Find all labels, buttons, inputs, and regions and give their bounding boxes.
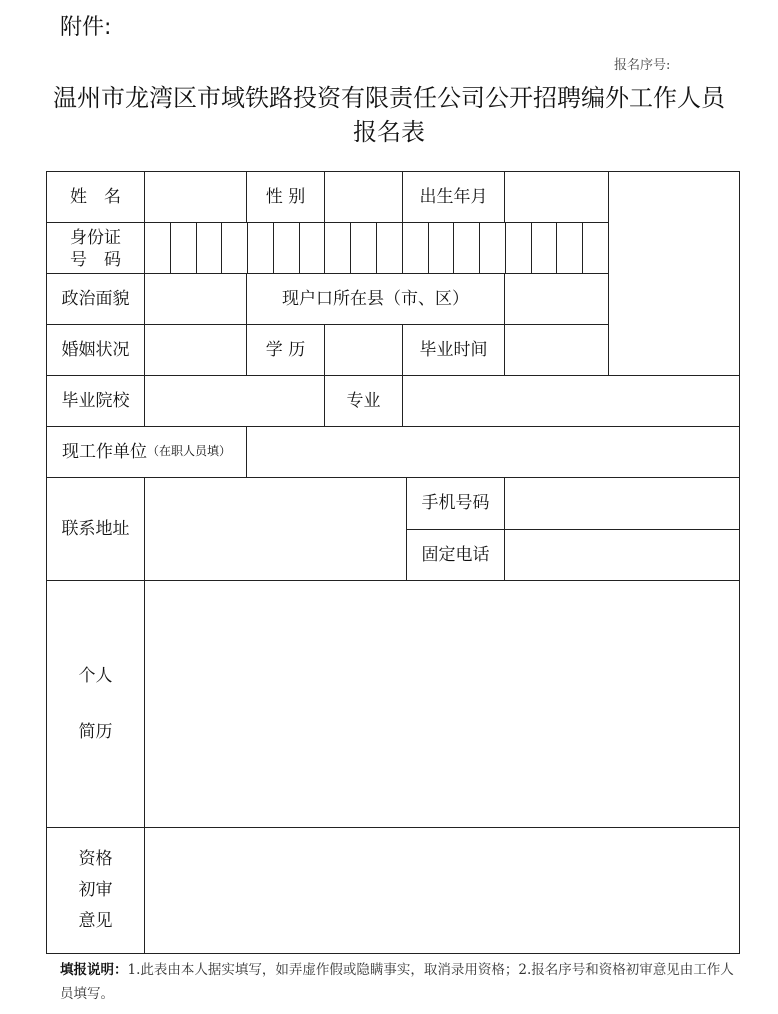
name-field[interactable]: [145, 172, 246, 222]
birth-date-label: 出生年月: [419, 186, 488, 207]
political-status-field[interactable]: [145, 274, 246, 324]
id-number-label-line1: 身份证: [70, 228, 121, 248]
graduation-time-field[interactable]: [505, 325, 608, 375]
id-digit-divider: [556, 222, 557, 273]
employer-label: [47, 427, 246, 477]
id-digit-divider: [324, 222, 325, 273]
id-digit-divider: [170, 222, 171, 273]
name-label: 姓 名: [70, 186, 121, 207]
instructions-label: 填报说明：: [60, 962, 128, 978]
photo-area[interactable]: [609, 172, 739, 375]
mobile-field[interactable]: [505, 478, 739, 529]
form-subtitle: 报名表: [353, 118, 425, 146]
employer-field[interactable]: [247, 427, 739, 477]
major-label: 专业: [346, 390, 381, 411]
id-digit-divider: [453, 222, 454, 273]
major-field[interactable]: [403, 376, 739, 426]
graduation-time-label: 毕业时间: [419, 339, 488, 360]
resume-label-line2: 简历: [78, 722, 113, 742]
id-number-label-line2: 号 码: [70, 250, 121, 271]
attachment-label: 附件:: [60, 15, 112, 40]
review-label-line3: 意见: [78, 911, 113, 931]
gender-label: 性 别: [265, 186, 306, 207]
id-digit-divider: [221, 222, 222, 273]
resume-field[interactable]: [145, 581, 739, 827]
school-label: 毕业院校: [61, 390, 130, 411]
hukou-county-field[interactable]: [505, 274, 608, 324]
political-status-label: 政治面貌: [61, 288, 130, 309]
landline-label: 固定电话: [421, 544, 490, 565]
id-digit-divider: [505, 222, 506, 273]
landline-field[interactable]: [505, 530, 739, 580]
id-digit-divider: [479, 222, 480, 273]
birth-date-field[interactable]: [505, 172, 608, 222]
address-label: 联系地址: [61, 518, 130, 539]
education-field[interactable]: [325, 325, 402, 375]
id-number-label: [47, 223, 144, 273]
form-title: 温州市龙湾区市域铁路投资有限责任公司公开招聘编外工作人员: [53, 84, 725, 112]
address-field[interactable]: [145, 478, 406, 580]
hukou-county-label: 现户口所在县（市、区）: [282, 288, 469, 309]
id-digit-divider: [299, 222, 300, 273]
gender-field[interactable]: [325, 172, 402, 222]
review-label: [47, 828, 144, 953]
id-digit-divider: [247, 222, 248, 273]
review-label-line2: 初审: [78, 880, 113, 900]
instructions-note: [60, 958, 740, 1006]
review-field[interactable]: [145, 828, 739, 953]
school-field[interactable]: [145, 376, 324, 426]
resume-label-line1: 个人: [78, 665, 113, 686]
id-digit-divider: [196, 222, 197, 273]
employer-label-text: 现工作单位: [61, 441, 147, 462]
serial-number-label: 报名序号:: [614, 58, 671, 73]
id-digit-divider: [582, 222, 583, 273]
id-digit-divider: [531, 222, 532, 273]
mobile-label: 手机号码: [421, 493, 490, 514]
marital-status-field[interactable]: [145, 325, 246, 375]
instructions-text: 1.此表由本人据实填写，如弄虚作假或隐瞒事实，取消录用资格；2.报名序号和资格初审意见由工作人员填写。: [60, 962, 734, 1002]
review-label-line1: 资格: [78, 849, 113, 869]
education-label: 学 历: [265, 339, 306, 360]
id-digit-divider: [402, 222, 403, 273]
marital-status-label: 婚姻状况: [61, 339, 130, 360]
id-digit-divider: [273, 222, 274, 273]
id-digit-divider: [428, 222, 429, 273]
id-digit-divider: [376, 222, 377, 273]
resume-label: [47, 581, 144, 827]
id-digit-divider: [350, 222, 351, 273]
employer-note: （在职人员填）: [146, 444, 231, 459]
